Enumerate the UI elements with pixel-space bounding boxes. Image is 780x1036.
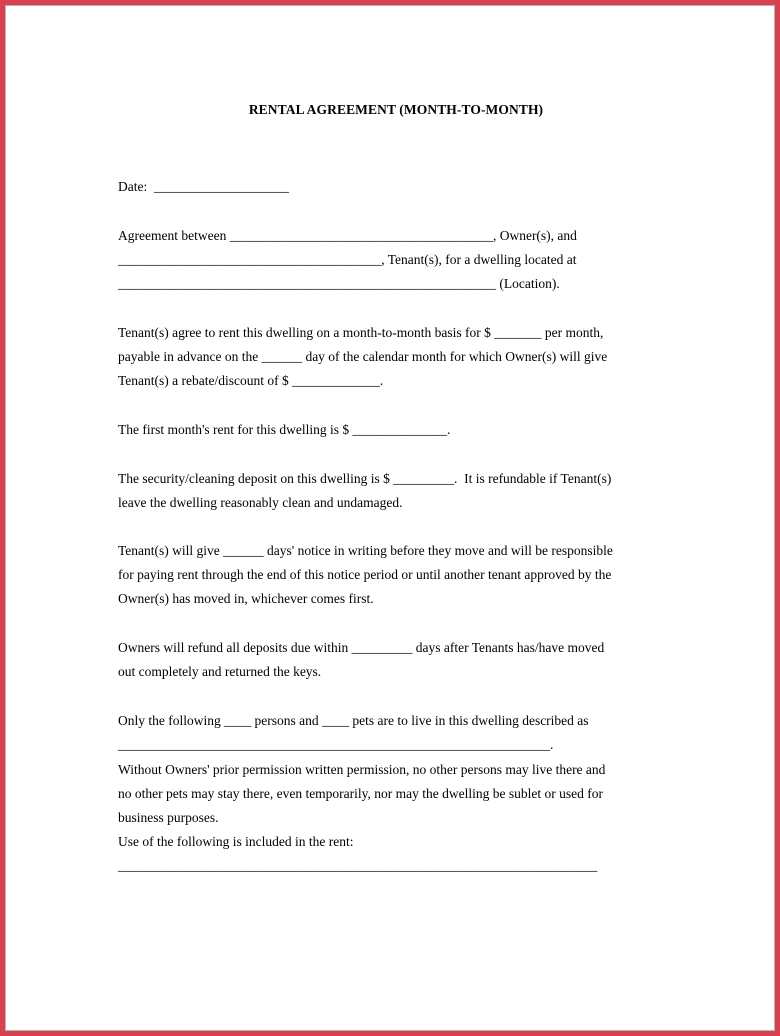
document-title: RENTAL AGREEMENT (MONTH-TO-MONTH): [248, 102, 544, 117]
permission-line-3: business purposes.: [118, 810, 219, 825]
first-month-line: The first month's rent for this dwelling is $ ______________.: [118, 422, 451, 437]
deposit-line-1: The security/cleaning deposit on this dwelling is $ _________. It is refundable if Tenant(s): [118, 471, 612, 486]
permission-line-2: no other pets may stay there, even temporarily, nor may the dwelling be sublet or used for: [118, 786, 603, 801]
notice-line-1: Tenant(s) will give ______ days' notice in writing before they move and will be responsible: [118, 543, 613, 558]
notice-line-3: Owner(s) has moved in, whichever comes first.: [118, 591, 374, 606]
document-page: [5, 5, 775, 1031]
rent-line-2: payable in advance on the ______ day of the calendar month for which Owner(s) will give: [118, 349, 608, 364]
permission-line-1: Without Owners' prior permission written permission, no other persons may live there and: [118, 762, 606, 777]
agreement-line-1: Agreement between _______________________________________, Owner(s), and: [118, 228, 577, 243]
refund-line-2: out completely and returned the keys.: [118, 664, 322, 679]
occupants-line-1: Only the following ____ persons and ____ pets are to live in this dwelling described as: [118, 713, 589, 728]
refund-line-1: Owners will refund all deposits due within _________ days after Tenants has/have moved: [118, 640, 605, 655]
occupants-line-2: ________________________________________________________________.: [118, 737, 554, 752]
agreement-line-2: _______________________________________, Tenant(s), for a dwelling located at: [118, 252, 577, 267]
page-content: [6, 6, 776, 1032]
included-line: Use of the following is included in the rent:: [118, 834, 354, 849]
deposit-line-2: leave the dwelling reasonably clean and undamaged.: [118, 495, 403, 510]
agreement-line-3: ________________________________________________________ (Location).: [118, 276, 560, 291]
date-line: Date: ____________________: [118, 179, 289, 194]
rent-line-3: Tenant(s) a rebate/discount of $ _____________.: [118, 373, 384, 388]
notice-line-2: for paying rent through the end of this notice period or until another tenant approved by the: [118, 567, 612, 582]
included-blank-line: _______________________________________________________________________: [118, 858, 598, 873]
rent-line-1: Tenant(s) agree to rent this dwelling on a month-to-month basis for $ _______ per month,: [118, 325, 604, 340]
